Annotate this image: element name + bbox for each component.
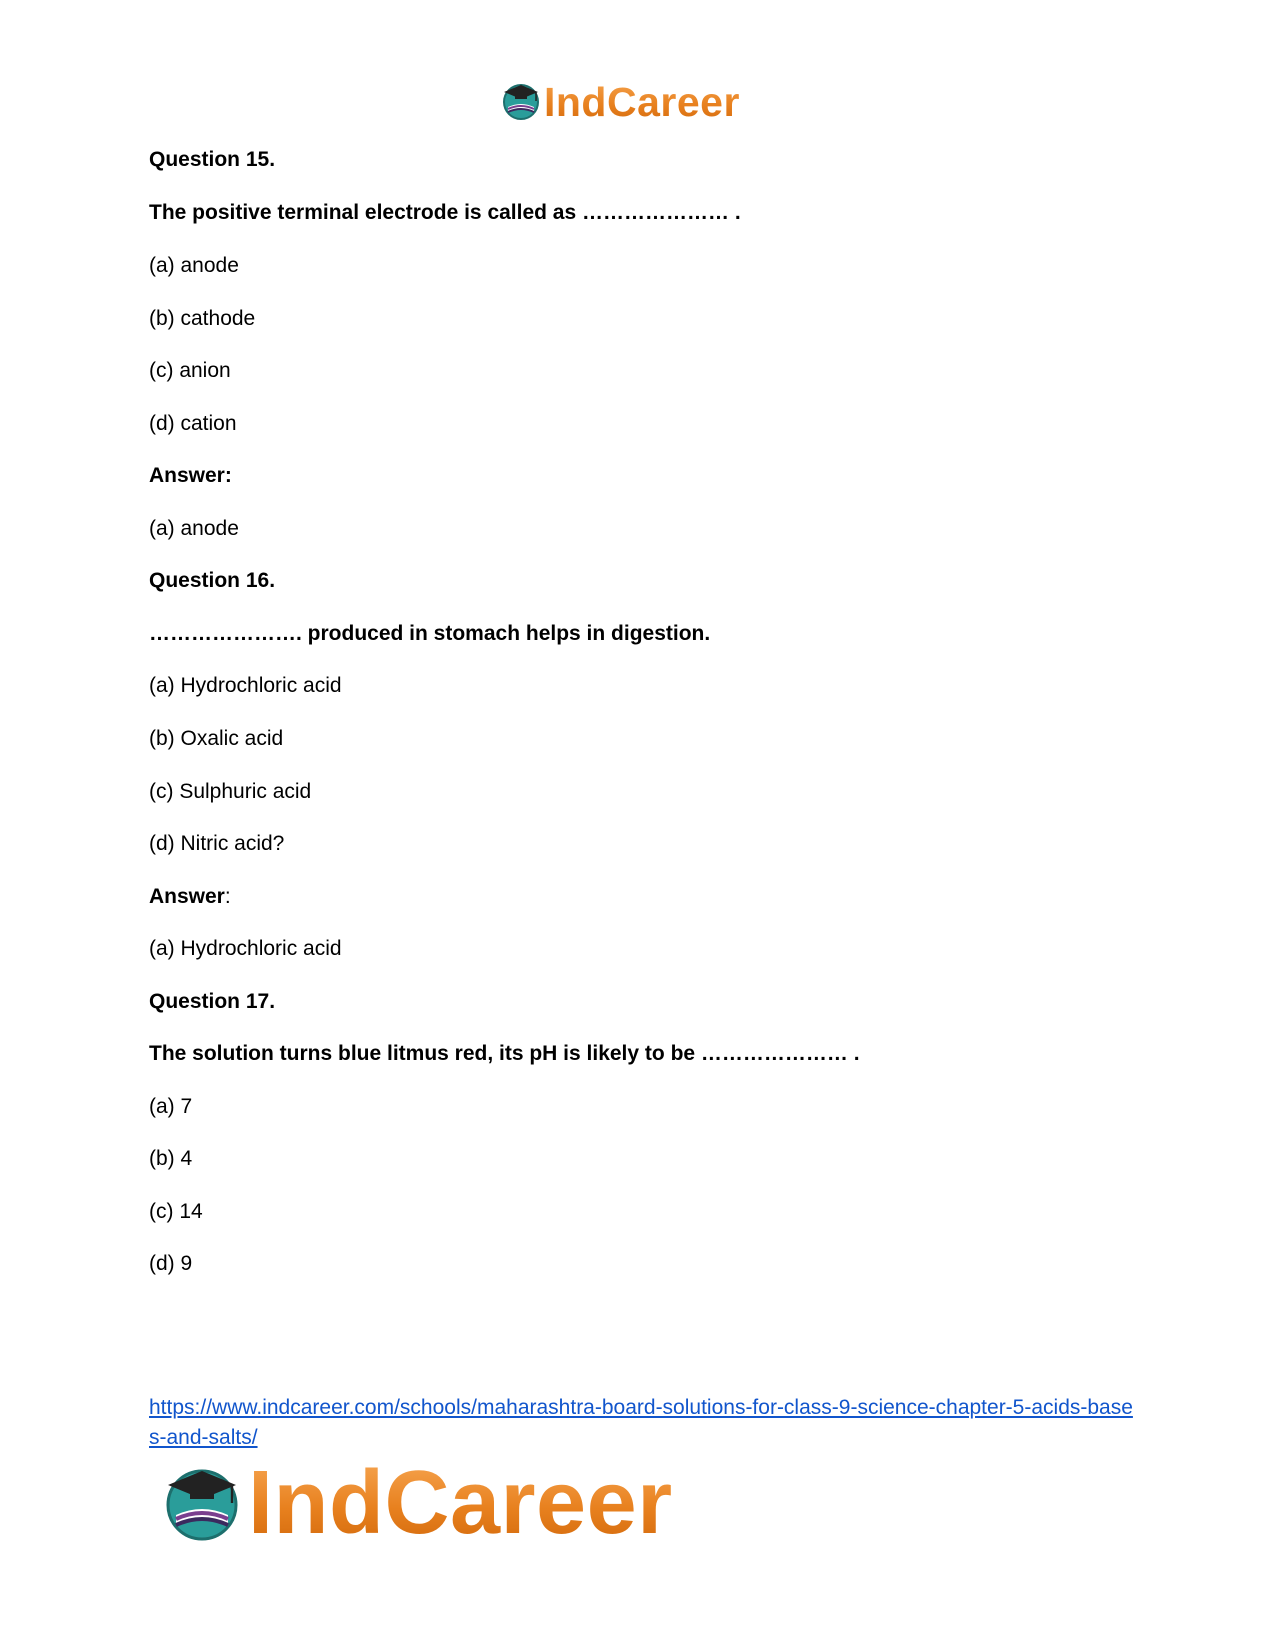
answer-label-row — [149, 884, 231, 910]
option-item: (c) 14 — [149, 1200, 203, 1223]
option-item: (d) cation — [149, 412, 237, 435]
answer-label: Answer — [149, 885, 225, 908]
option-item: (d) Nitric acid? — [149, 832, 285, 855]
question-prompt: The positive terminal electrode is called as ………………… . — [149, 201, 741, 224]
answer-label: Answer: — [149, 464, 232, 487]
option-item: (d) 9 — [149, 1252, 193, 1275]
question-label: Question 17. — [149, 990, 276, 1013]
header-logo — [500, 78, 740, 126]
question-prompt: The solution turns blue litmus red, its pH is likely to be ………………… . — [149, 1042, 860, 1065]
brand-text: IndCareer — [544, 79, 740, 125]
graduation-cap-book-globe-icon — [500, 79, 542, 126]
answer-colon: : — [224, 885, 231, 908]
graduation-cap-book-globe-icon — [160, 1459, 244, 1548]
option-item: (a) 7 — [149, 1095, 193, 1118]
answer-value: (a) anode — [149, 517, 239, 540]
question-label: Question 15. — [149, 148, 276, 171]
option-item: (b) Oxalic acid — [149, 727, 284, 750]
brand-text: IndCareer — [248, 1453, 673, 1553]
source-link[interactable]: https://www.indcareer.com/schools/maharashtra-board-solutions-for-class-9-science-chapter-5-acids-bases-and-salts/ — [149, 1396, 1133, 1449]
option-item: (c) Sulphuric acid — [149, 780, 312, 803]
option-item: (a) Hydrochloric acid — [149, 674, 342, 697]
option-item: (c) anion — [149, 359, 231, 382]
footer-logo — [160, 1453, 673, 1553]
option-item: (a) anode — [149, 254, 239, 277]
answer-value: (a) Hydrochloric acid — [149, 937, 342, 960]
option-item: (b) cathode — [149, 307, 256, 330]
option-item: (b) 4 — [149, 1147, 193, 1170]
question-prompt: …………………. produced in stomach helps in digestion. — [149, 622, 711, 645]
question-label: Question 16. — [149, 569, 276, 592]
